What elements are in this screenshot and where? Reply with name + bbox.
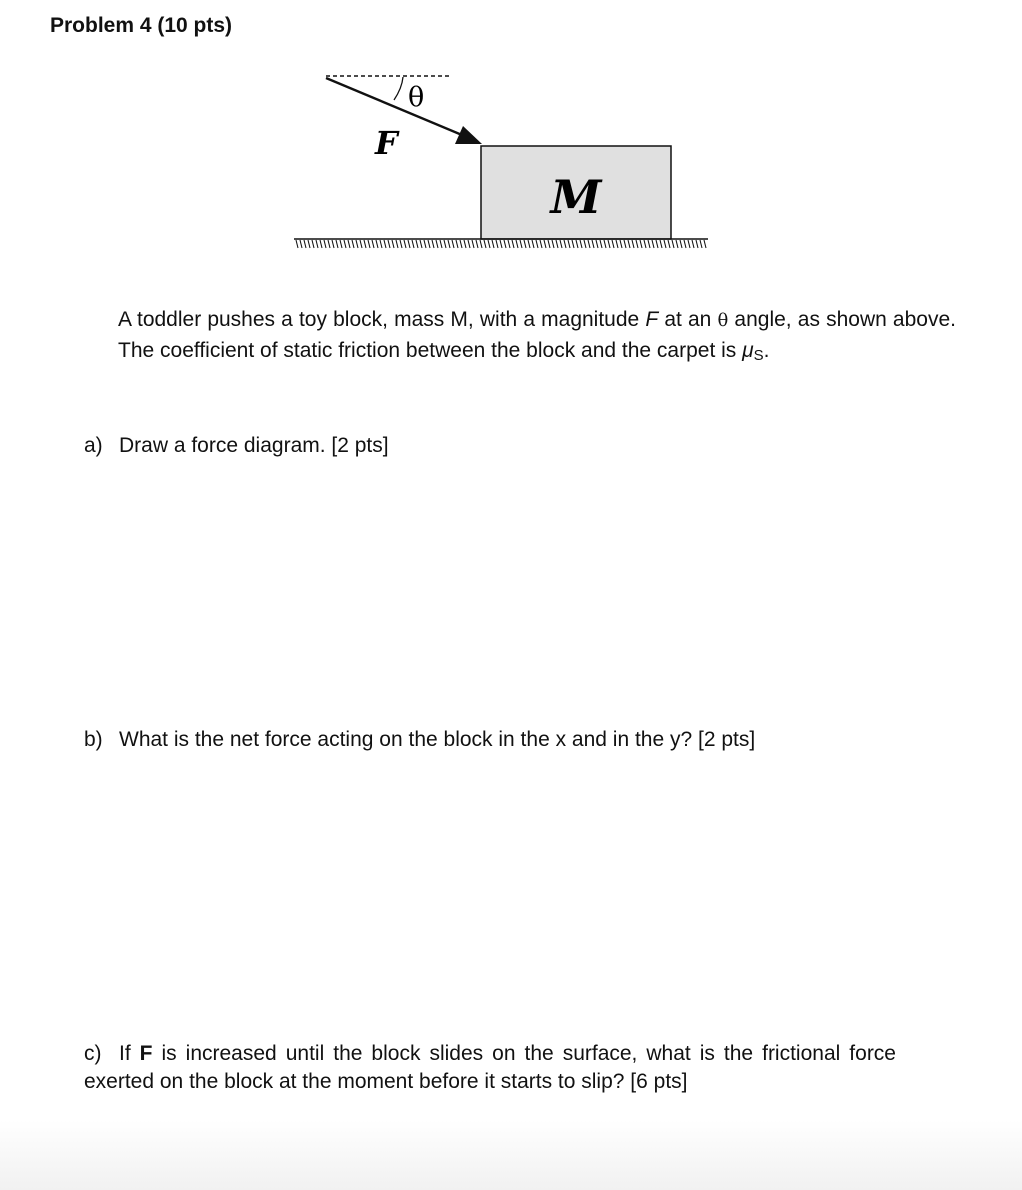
ground-hatch-mark: [400, 240, 402, 248]
mu-subscript: S: [753, 347, 764, 364]
ground-hatch-mark: [624, 240, 626, 248]
ground-hatch-mark: [592, 240, 594, 248]
ground-hatch-mark: [692, 240, 694, 248]
ground-hatch-mark: [496, 240, 498, 248]
ground-hatch-mark: [404, 240, 406, 248]
ground-hatch-mark: [632, 240, 634, 248]
question-c-label: c): [84, 1042, 102, 1065]
ground-hatch-mark: [700, 240, 702, 248]
force-symbol: F: [645, 308, 659, 331]
ground-hatch-mark: [504, 240, 506, 248]
ground-hatch-mark: [420, 240, 422, 248]
ground-hatch-mark: [516, 240, 518, 248]
problem-title: Problem 4 (10 pts): [50, 14, 233, 37]
ground-hatch-mark: [440, 240, 442, 248]
ground-hatch-mark: [384, 240, 386, 248]
ground-hatch-mark: [500, 240, 502, 248]
ground-hatch-mark: [308, 240, 310, 248]
ground-hatch-mark: [696, 240, 698, 248]
intro-text-3: angle, as shown above. The coefficient of static friction between the block and the carpet is: [118, 308, 956, 362]
ground-hatch-mark: [596, 240, 598, 248]
ground-hatch-mark: [340, 240, 342, 248]
problem-statement: [118, 305, 956, 371]
ground-hatch-mark: [432, 240, 434, 248]
ground-hatch-mark: [376, 240, 378, 248]
ground-hatch-mark: [448, 240, 450, 248]
ground-hatch-mark: [548, 240, 550, 248]
ground-hatch-mark: [492, 240, 494, 248]
ground-hatch-mark: [572, 240, 574, 248]
ground-hatch-mark: [644, 240, 646, 248]
ground-hatch-mark: [608, 240, 610, 248]
ground-hatch-mark: [656, 240, 658, 248]
ground-hatch-mark: [620, 240, 622, 248]
ground-hatch-mark: [576, 240, 578, 248]
ground-hatch-mark: [464, 240, 466, 248]
page-bottom-shade: [0, 1120, 1022, 1190]
ground-hatch-mark: [544, 240, 546, 248]
ground-hatch-mark: [352, 240, 354, 248]
ground-hatch-mark: [328, 240, 330, 248]
force-label: F: [375, 124, 398, 162]
angle-arc: [394, 77, 403, 100]
ground-hatch-mark: [676, 240, 678, 248]
ground-hatch-mark: [660, 240, 662, 248]
ground-hatch-mark: [672, 240, 674, 248]
angle-label: θ: [408, 82, 425, 113]
question-b: [84, 726, 755, 754]
ground-hatch-mark: [356, 240, 358, 248]
ground-hatch-mark: [412, 240, 414, 248]
ground-hatch-mark: [580, 240, 582, 248]
ground-hatching: [296, 240, 706, 248]
ground-hatch-mark: [364, 240, 366, 248]
ground-hatch-mark: [588, 240, 590, 248]
ground-hatch-mark: [304, 240, 306, 248]
intro-text-2: at an: [658, 308, 718, 331]
ground-hatch-mark: [560, 240, 562, 248]
ground-hatch-mark: [584, 240, 586, 248]
ground-hatch-mark: [300, 240, 302, 248]
ground-hatch-mark: [556, 240, 558, 248]
ground-hatch-mark: [416, 240, 418, 248]
ground-hatch-mark: [532, 240, 534, 248]
block-label: M: [550, 170, 602, 224]
ground-hatch-mark: [372, 240, 374, 248]
ground-hatch-mark: [488, 240, 490, 248]
force-arrowhead: [455, 126, 482, 144]
ground-hatch-mark: [332, 240, 334, 248]
ground-hatch-mark: [600, 240, 602, 248]
ground-hatch-mark: [316, 240, 318, 248]
ground-hatch-mark: [452, 240, 454, 248]
ground-hatch-mark: [528, 240, 530, 248]
ground-hatch-mark: [604, 240, 606, 248]
ground-hatch-mark: [652, 240, 654, 248]
question-c-force-symbol: F: [139, 1042, 153, 1065]
ground-hatch-mark: [540, 240, 542, 248]
ground-hatch-mark: [512, 240, 514, 248]
ground-hatch-mark: [368, 240, 370, 248]
ground-hatch-mark: [684, 240, 686, 248]
ground-hatch-mark: [484, 240, 486, 248]
mu-symbol: μ: [742, 339, 754, 362]
ground-hatch-mark: [688, 240, 690, 248]
ground-hatch-mark: [536, 240, 538, 248]
ground-hatch-mark: [456, 240, 458, 248]
ground-hatch-mark: [424, 240, 426, 248]
ground-hatch-mark: [636, 240, 638, 248]
question-c: [84, 1040, 896, 1096]
ground-hatch-mark: [568, 240, 570, 248]
ground-hatch-mark: [444, 240, 446, 248]
question-a-text: Draw a force diagram. [2 pts]: [119, 434, 389, 457]
ground-hatch-mark: [408, 240, 410, 248]
question-b-label: b): [84, 728, 103, 751]
ground-hatch-mark: [320, 240, 322, 248]
ground-hatch-mark: [380, 240, 382, 248]
ground-hatch-mark: [616, 240, 618, 248]
ground-hatch-mark: [312, 240, 314, 248]
ground-hatch-mark: [388, 240, 390, 248]
ground-hatch-mark: [668, 240, 670, 248]
ground-hatch-mark: [476, 240, 478, 248]
ground-hatch-mark: [552, 240, 554, 248]
ground-hatch-mark: [648, 240, 650, 248]
question-c-text-after: is increased until the block slides on the surface, what is the frictional force exerted on the block at the moment before it starts to slip? [6 pts]: [84, 1042, 896, 1093]
ground-hatch-mark: [628, 240, 630, 248]
question-c-text-before: If: [119, 1042, 140, 1065]
ground-hatch-mark: [480, 240, 482, 248]
ground-hatch-mark: [564, 240, 566, 248]
ground-hatch-mark: [428, 240, 430, 248]
ground-hatch-mark: [520, 240, 522, 248]
intro-text-4: .: [763, 339, 770, 362]
question-a: [84, 432, 389, 460]
ground-hatch-mark: [324, 240, 326, 248]
force-diagram: [290, 68, 720, 258]
question-b-text: What is the net force acting on the block in the x and in the y? [2 pts]: [119, 728, 756, 751]
ground-hatch-mark: [704, 240, 706, 248]
ground-hatch-mark: [664, 240, 666, 248]
ground-hatch-mark: [360, 240, 362, 248]
ground-hatch-mark: [680, 240, 682, 248]
ground-hatch-mark: [392, 240, 394, 248]
ground-hatch-mark: [296, 240, 298, 248]
ground-hatch-mark: [508, 240, 510, 248]
question-a-label: a): [84, 434, 103, 457]
ground-hatch-mark: [472, 240, 474, 248]
ground-hatch-mark: [524, 240, 526, 248]
ground-hatch-mark: [344, 240, 346, 248]
ground-hatch-mark: [436, 240, 438, 248]
ground-hatch-mark: [336, 240, 338, 248]
ground-hatch-mark: [640, 240, 642, 248]
intro-text-1: A toddler pushes a toy block, mass M, with a magnitude: [118, 308, 646, 331]
ground-hatch-mark: [348, 240, 350, 248]
ground-hatch-mark: [468, 240, 470, 248]
ground-hatch-mark: [396, 240, 398, 248]
angle-symbol: θ: [717, 310, 729, 331]
ground-hatch-mark: [612, 240, 614, 248]
ground-hatch-mark: [460, 240, 462, 248]
